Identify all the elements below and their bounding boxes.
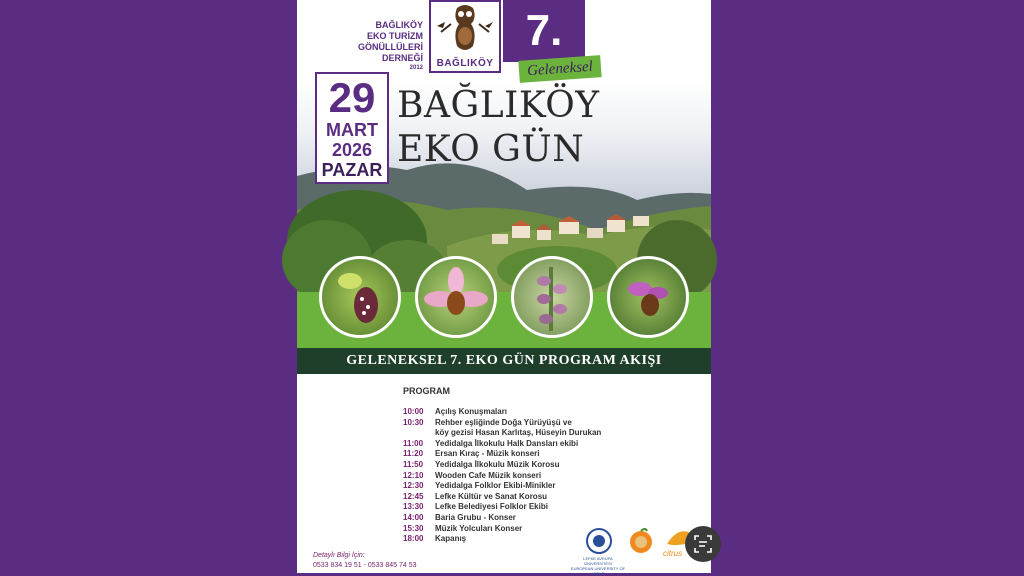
contact-info — [313, 551, 417, 571]
schedule-event: Lefke Kültür ve Sanat Korosu — [435, 491, 548, 501]
schedule-row — [403, 502, 703, 513]
date-day: 29 — [328, 74, 376, 121]
schedule-row — [403, 513, 703, 524]
contact-label: Detaylı Bilgi İçin: — [313, 552, 365, 559]
schedule-time: 13:30 — [403, 502, 424, 512]
schedule-time: 12:10 — [403, 470, 424, 480]
orchid-4-icon — [610, 259, 686, 335]
schedule-event: Yedidalga İlkokulu Halk Dansları ekibi — [435, 438, 579, 448]
schedule-time: 10:30 — [403, 417, 424, 427]
date-box — [315, 72, 389, 184]
contact-phones: 0533 834 19 51 - 0533 845 74 53 — [313, 562, 417, 569]
schedule-row — [403, 471, 703, 482]
org-year: 2012 — [409, 65, 423, 71]
schedule-row — [403, 439, 703, 450]
title-line-1: BAĞLIKÖY — [397, 85, 600, 126]
association-logo — [429, 0, 501, 73]
schedule-row — [403, 460, 703, 471]
schedule-row — [403, 418, 703, 439]
date-weekday: PAZAR — [321, 160, 383, 180]
program-header: GELENEKSEL 7. EKO GÜN PROGRAM AKIŞI — [297, 348, 711, 374]
schedule-time: 14:00 — [403, 512, 424, 522]
edition-number: 7. — [503, 0, 585, 62]
org-line-2: EKO TURİZM — [367, 31, 423, 41]
schedule-time: 15:30 — [403, 523, 424, 533]
orchid-3-icon — [514, 259, 590, 335]
date-month: MART — [326, 120, 378, 140]
schedule-time: 10:00 — [403, 407, 424, 416]
schedule-row — [403, 524, 703, 535]
title-line-2: EKO GÜN — [397, 129, 585, 170]
schedule-event: Lefke Belediyesi Folklor Ekibi — [435, 502, 548, 512]
schedule-event: Yedidalga İlkokulu Müzik Korosu — [435, 459, 560, 469]
lens-button[interactable] — [685, 526, 721, 562]
orchid-2-icon — [418, 259, 494, 335]
schedule-event: Rehber eşliğinde Doğa Yürüyüşü ve köy gezisi Hasan Karlıtaş, Hüseyin Durukan — [435, 417, 602, 438]
org-line-4: DERNEĞİ — [381, 53, 423, 63]
university-caption: LEFKE AVRUPA ÜNİVERSİTESİ EUROPEAN UNIVERSITY OF LEFKE — [570, 556, 626, 576]
orchid-1-icon — [322, 259, 398, 335]
schedule-event: Müzik Yolcuları Konser — [435, 523, 523, 533]
program-label: PROGRAM — [403, 386, 450, 396]
schedule-time: 11:00 — [403, 438, 424, 448]
date-year: 2026 — [331, 140, 373, 160]
org-line-3: GÖNÜLLÜLERİ — [358, 42, 423, 52]
schedule-event: Baria Grubu - Konser — [435, 512, 516, 522]
schedule-event: Wooden Cafe Müzik konseri — [435, 470, 542, 480]
orange-logo-icon — [627, 527, 655, 555]
orchid-photo-4 — [607, 256, 689, 338]
schedule-time: 11:50 — [403, 459, 424, 469]
schedule-row — [403, 449, 703, 460]
schedule-time: 18:00 — [403, 534, 424, 544]
citrus-label: citrus — [663, 549, 683, 558]
event-poster — [297, 0, 711, 576]
orchid-photo-3 — [511, 256, 593, 338]
schedule-event: Ersan Kıraç - Müzik konseri — [435, 449, 540, 459]
schedule-event: Açılış Konuşmaları — [435, 407, 508, 416]
orchid-photo-2 — [415, 256, 497, 338]
association-name — [317, 20, 423, 72]
org-line-1: BAĞLIKÖY — [375, 20, 423, 30]
orchid-photo-1 — [319, 256, 401, 338]
university-logo-icon — [585, 527, 613, 555]
schedule-row — [403, 407, 703, 418]
schedule-row — [403, 481, 703, 492]
schedule-row — [403, 534, 703, 545]
tree-owl-logo-icon — [431, 2, 499, 58]
schedule-row — [403, 492, 703, 503]
schedule-time: 12:45 — [403, 491, 424, 501]
tagline-badge: Geleneksel — [518, 55, 601, 83]
logo-text: BAĞLIKÖY — [436, 58, 494, 69]
lens-icon — [693, 534, 713, 554]
schedule-event: Yedidalga Folklor Ekibi-Minikler — [435, 481, 556, 491]
schedule-event: Kapanış — [435, 534, 467, 544]
schedule-time: 11:20 — [403, 449, 424, 459]
schedule-time: 12:30 — [403, 481, 424, 491]
program-schedule — [403, 407, 703, 545]
event-title — [397, 84, 600, 172]
